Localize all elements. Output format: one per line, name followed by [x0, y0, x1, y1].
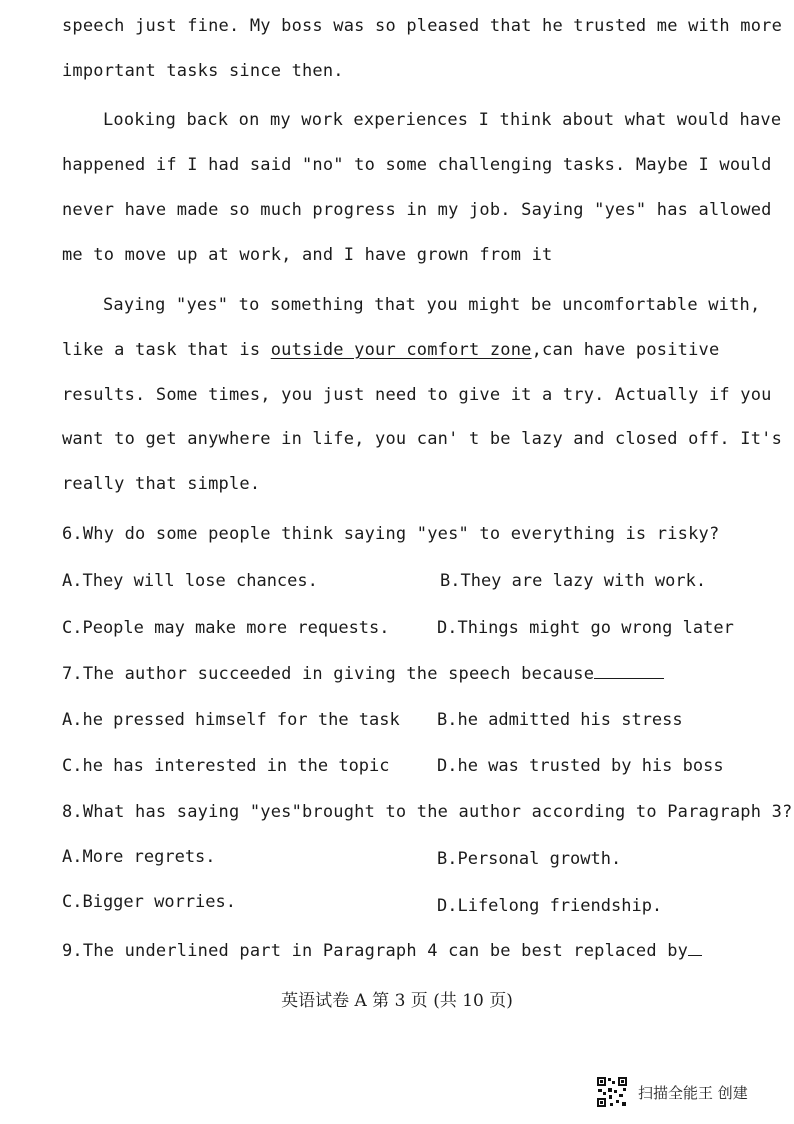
passage-line-8 — [62, 340, 719, 360]
passage-line-8-end: ,can have positive — [531, 340, 720, 360]
passage-line-4: happened if I had said "no" to some challenging tasks. Maybe I would — [62, 155, 772, 175]
question-6-option-d: D.Things might go wrong later — [437, 618, 734, 638]
passage-line-10: want to get anywhere in life, you can' t be lazy and closed off. It's — [62, 429, 783, 449]
passage-line-1: speech just fine. My boss was so pleased that he trusted me with more — [62, 16, 783, 36]
question-7-stem — [62, 664, 664, 684]
question-9-stem — [62, 941, 702, 961]
question-6-option-b: B.They are lazy with work. — [440, 571, 707, 591]
answer-blank — [688, 943, 702, 956]
passage-line-5: never have made so much progress in my job. Saying "yes" has allowed — [62, 200, 772, 220]
passage-line-2: important tasks since then. — [62, 61, 344, 81]
question-7-option-b: B.he admitted his stress — [437, 710, 683, 730]
qr-code-icon — [596, 1076, 628, 1108]
question-7-option-c: C.he has interested in the topic — [62, 756, 390, 776]
question-8-option-c: C.Bigger worries. — [62, 892, 236, 912]
question-8-option-b: B.Personal growth. — [437, 849, 622, 869]
passage-line-7: Saying "yes" to something that you might be uncomfortable with, — [103, 295, 761, 315]
passage-line-9: results. Some times, you just need to give it a try. Actually if you — [62, 385, 772, 405]
question-7-option-d: D.he was trusted by his boss — [437, 756, 724, 776]
question-6-option-c: C.People may make more requests. — [62, 618, 390, 638]
passage-line-8-start: like a task that is — [62, 340, 271, 360]
scanner-watermark — [596, 1076, 748, 1108]
question-6-option-a: A.They will lose chances. — [62, 571, 318, 591]
question-8-option-d: D.Lifelong friendship. — [437, 896, 663, 916]
question-7-option-a: A.he pressed himself for the task — [62, 710, 400, 730]
question-8-stem: 8.What has saying "yes"brought to the author according to Paragraph 3? — [62, 802, 793, 822]
question-7-text: 7.The author succeeded in giving the speech because — [62, 664, 595, 684]
passage-line-3: Looking back on my work experiences I think about what would have — [103, 110, 782, 130]
question-9-text: 9.The underlined part in Paragraph 4 can be best replaced by — [62, 941, 689, 961]
question-8-option-a: A.More regrets. — [62, 847, 216, 867]
page-footer: 英语试卷 A 第 3 页 (共 10 页) — [281, 991, 513, 1011]
passage-line-6: me to move up at work, and I have grown from it — [62, 245, 553, 265]
question-6-stem: 6.Why do some people think saying "yes" to everything is risky? — [62, 524, 720, 544]
answer-blank — [594, 666, 664, 679]
underlined-phrase: outside your comfort zone — [270, 340, 532, 360]
passage-line-11: really that simple. — [62, 474, 261, 494]
scanner-label: 扫描全能王 创建 — [638, 1083, 748, 1102]
